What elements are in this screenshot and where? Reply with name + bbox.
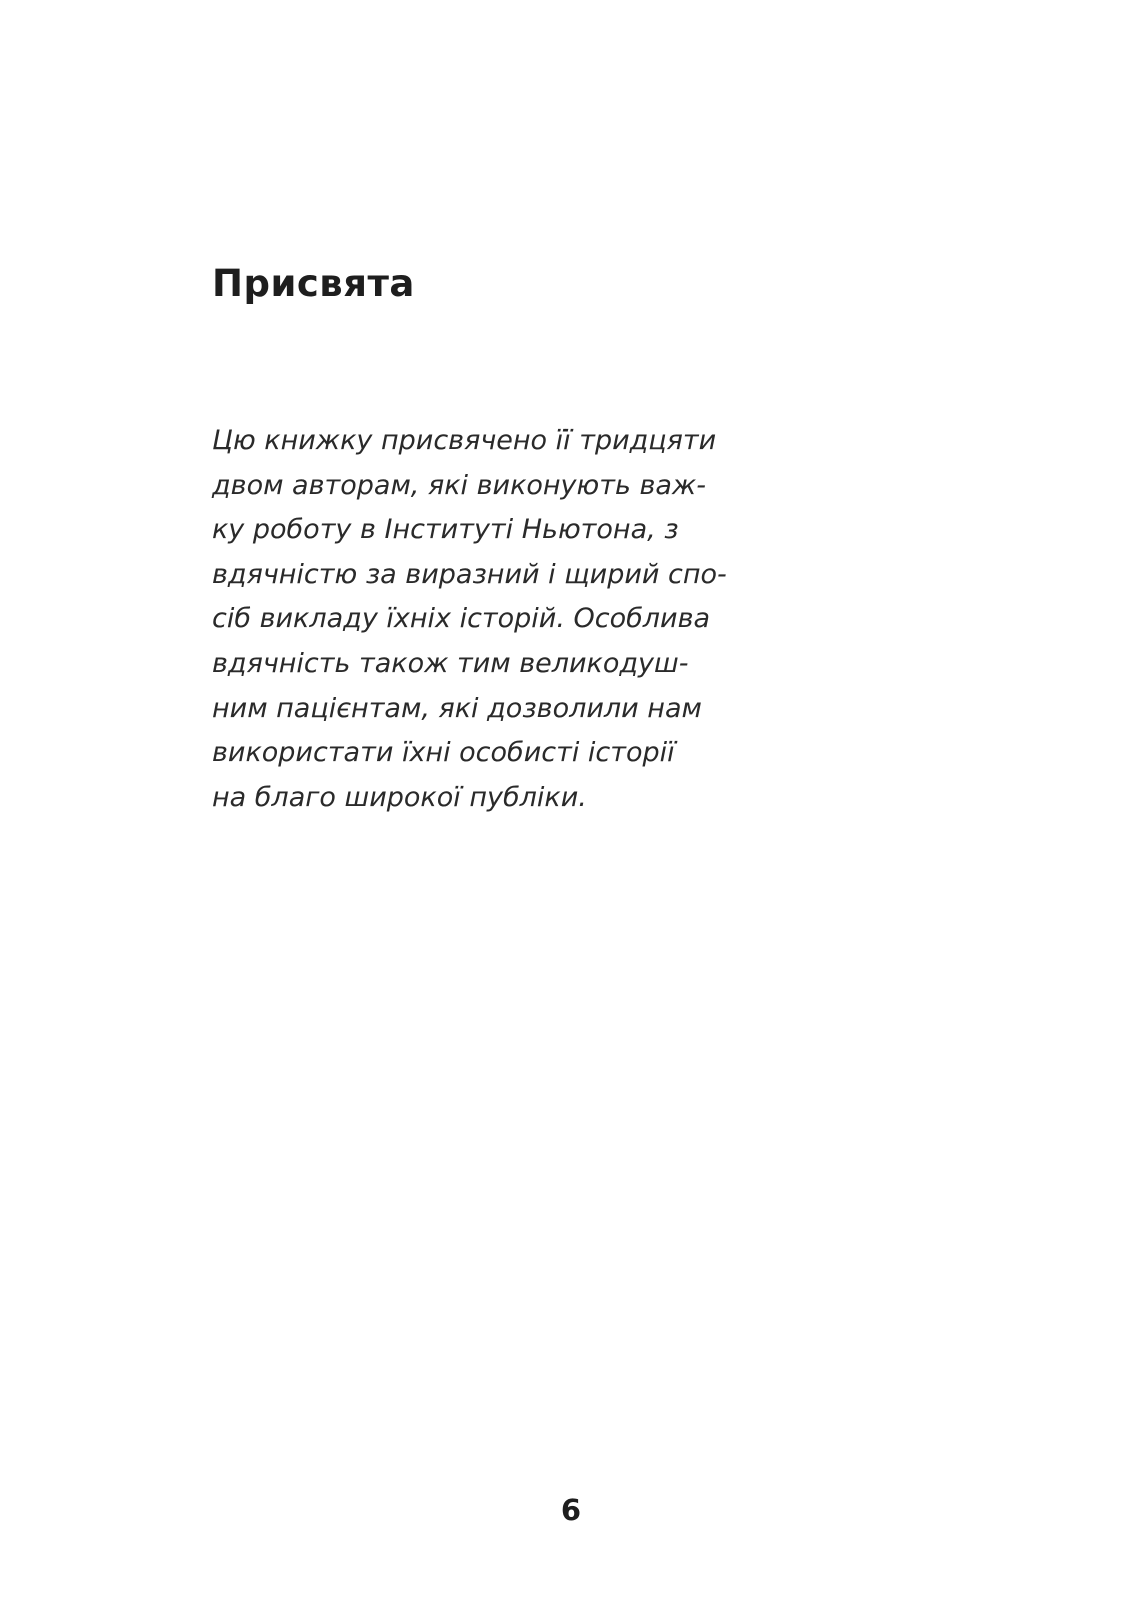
dedication-line: на благо широкої публіки. <box>212 781 587 813</box>
dedication-line: двом авторам, які виконують важ- <box>212 469 707 501</box>
dedication-line: вдячність також тим великодуш- <box>212 647 689 679</box>
dedication-line: ним пацієнтам, які дозволили нам <box>212 692 702 724</box>
page-title: Присвята <box>212 262 415 305</box>
dedication-line: Цю книжку присвячено її тридцяти <box>212 425 717 456</box>
page-number: 6 <box>560 1493 582 1527</box>
dedication-text <box>212 425 732 826</box>
dedication-line: вдячністю за виразний і щирий спо- <box>212 558 727 590</box>
dedication-line: сіб викладу їхніх історій. Особлива <box>212 603 711 635</box>
dedication-line: ку роботу в Інституті Ньютона, з <box>212 514 679 546</box>
dedication-line: використати їхні особисті історії <box>212 737 675 769</box>
